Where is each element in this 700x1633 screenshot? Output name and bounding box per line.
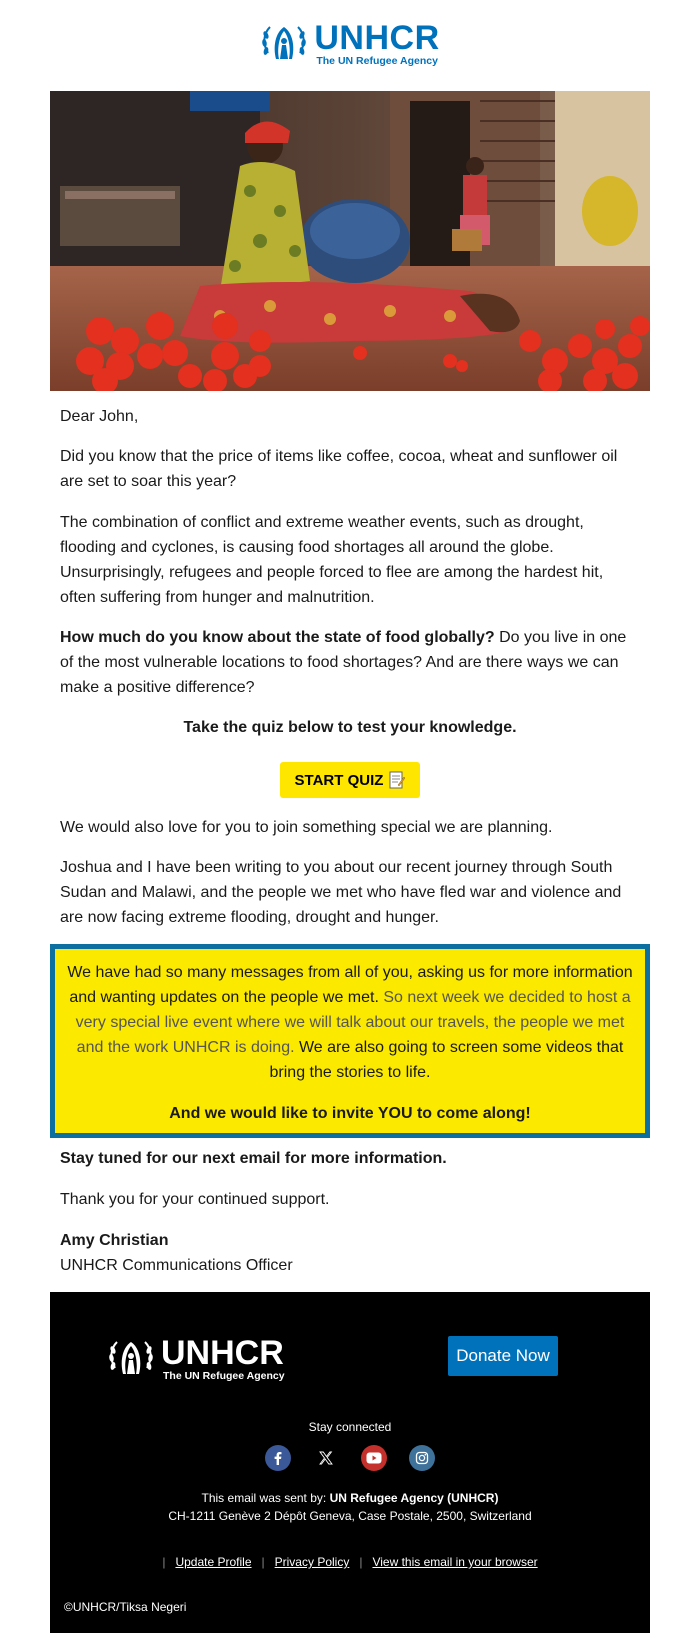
donate-now-button[interactable]: Donate Now: [448, 1336, 558, 1376]
footer-brand-tagline: The UN Refugee Agency: [163, 1370, 285, 1382]
social-links: [50, 1445, 650, 1471]
header-logo[interactable]: [0, 20, 700, 68]
signature-title: UNHCR Communications Officer: [60, 1257, 293, 1274]
paragraph-journey: Joshua and I have been writing to you about our recent journey through South Sudan and Malawi, and the people we met who have fled war and violence and are now facing extreme flooding, drought and hunger.: [60, 859, 622, 926]
event-highlight-box: [50, 944, 650, 1138]
brand-tagline: The UN Refugee Agency: [316, 55, 438, 68]
question-rest: Do you live in one of the most vulnerable locations to food shortages? And are there ways we can make a positive difference?: [60, 629, 627, 696]
instagram-icon[interactable]: [409, 1445, 435, 1471]
event-text-part3: We are also going to screen some videos that bring the stories to life.: [269, 1039, 624, 1081]
signature-name: Amy Christian: [60, 1232, 169, 1249]
youtube-icon[interactable]: [361, 1445, 387, 1471]
event-text-part2: So next week we decided to host a very special live event where we will talk about our travels, the people we met and the work UNHCR is doing.: [75, 989, 631, 1056]
sent-by-prefix: This email was sent by:: [201, 1491, 330, 1505]
facebook-icon[interactable]: [265, 1445, 291, 1471]
footer-logo[interactable]: [107, 1336, 285, 1382]
event-text-part1: We have had so many messages from all of you, asking us for more information and wanting updates on the people we met.: [67, 964, 633, 1006]
start-quiz-button[interactable]: [280, 762, 420, 798]
unhcr-emblem-icon: [107, 1338, 155, 1380]
quiz-intro: Take the quiz below to test your knowledge.: [183, 719, 517, 736]
greeting: Dear John,: [60, 408, 139, 425]
footer-brand-name: UNHCR: [161, 1334, 284, 1372]
paragraph-special: We would also love for you to join something special we are planning.: [60, 819, 553, 836]
event-text: [67, 960, 633, 1085]
photo-credit: ©UNHCR/Tiksa Negeri: [64, 1600, 187, 1614]
sent-by-org: UN Refugee Agency (UNHCR): [329, 1491, 499, 1505]
footer-links: | Update Profile | Privacy Policy | View this email in your browser: [162, 1555, 538, 1569]
start-quiz-label: START QUIZ: [294, 771, 384, 789]
hero-image: [50, 91, 650, 391]
paragraph-question: [60, 625, 640, 700]
privacy-policy-link[interactable]: Privacy Policy: [274, 1555, 350, 1569]
paragraph-prices: Did you know that the price of items like coffee, cocoa, wheat and sunflower oil are set to soar this year?: [60, 448, 618, 490]
brand-name: UNHCR: [314, 19, 440, 58]
footer: [50, 1292, 650, 1633]
event-invite: And we would like to invite YOU to come along!: [169, 1105, 531, 1122]
stay-connected-label: Stay connected: [308, 1420, 392, 1434]
thanks: Thank you for your continued support.: [60, 1191, 330, 1208]
view-in-browser-link[interactable]: View this email in your browser: [372, 1555, 538, 1569]
address: CH-1211 Genève 2 Dépôt Geneva, Case Postale, 2500, Switzerland: [168, 1509, 532, 1523]
question-bold: How much do you know about the state of food globally?: [60, 629, 495, 646]
x-icon[interactable]: [313, 1445, 339, 1471]
stay-tuned: Stay tuned for our next email for more information.: [60, 1150, 447, 1167]
memo-icon: [389, 771, 405, 789]
paragraph-conflict: The combination of conflict and extreme weather events, such as drought, flooding and cyclones, is causing food shortages all around the globe. Unsurprisingly, refugees and people forced to flee are among the hardest hit, often suffering from hunger and malnutrition.: [60, 514, 604, 606]
update-profile-link[interactable]: Update Profile: [175, 1555, 252, 1569]
sent-by-block: [50, 1489, 650, 1525]
unhcr-emblem-icon: [260, 23, 308, 65]
